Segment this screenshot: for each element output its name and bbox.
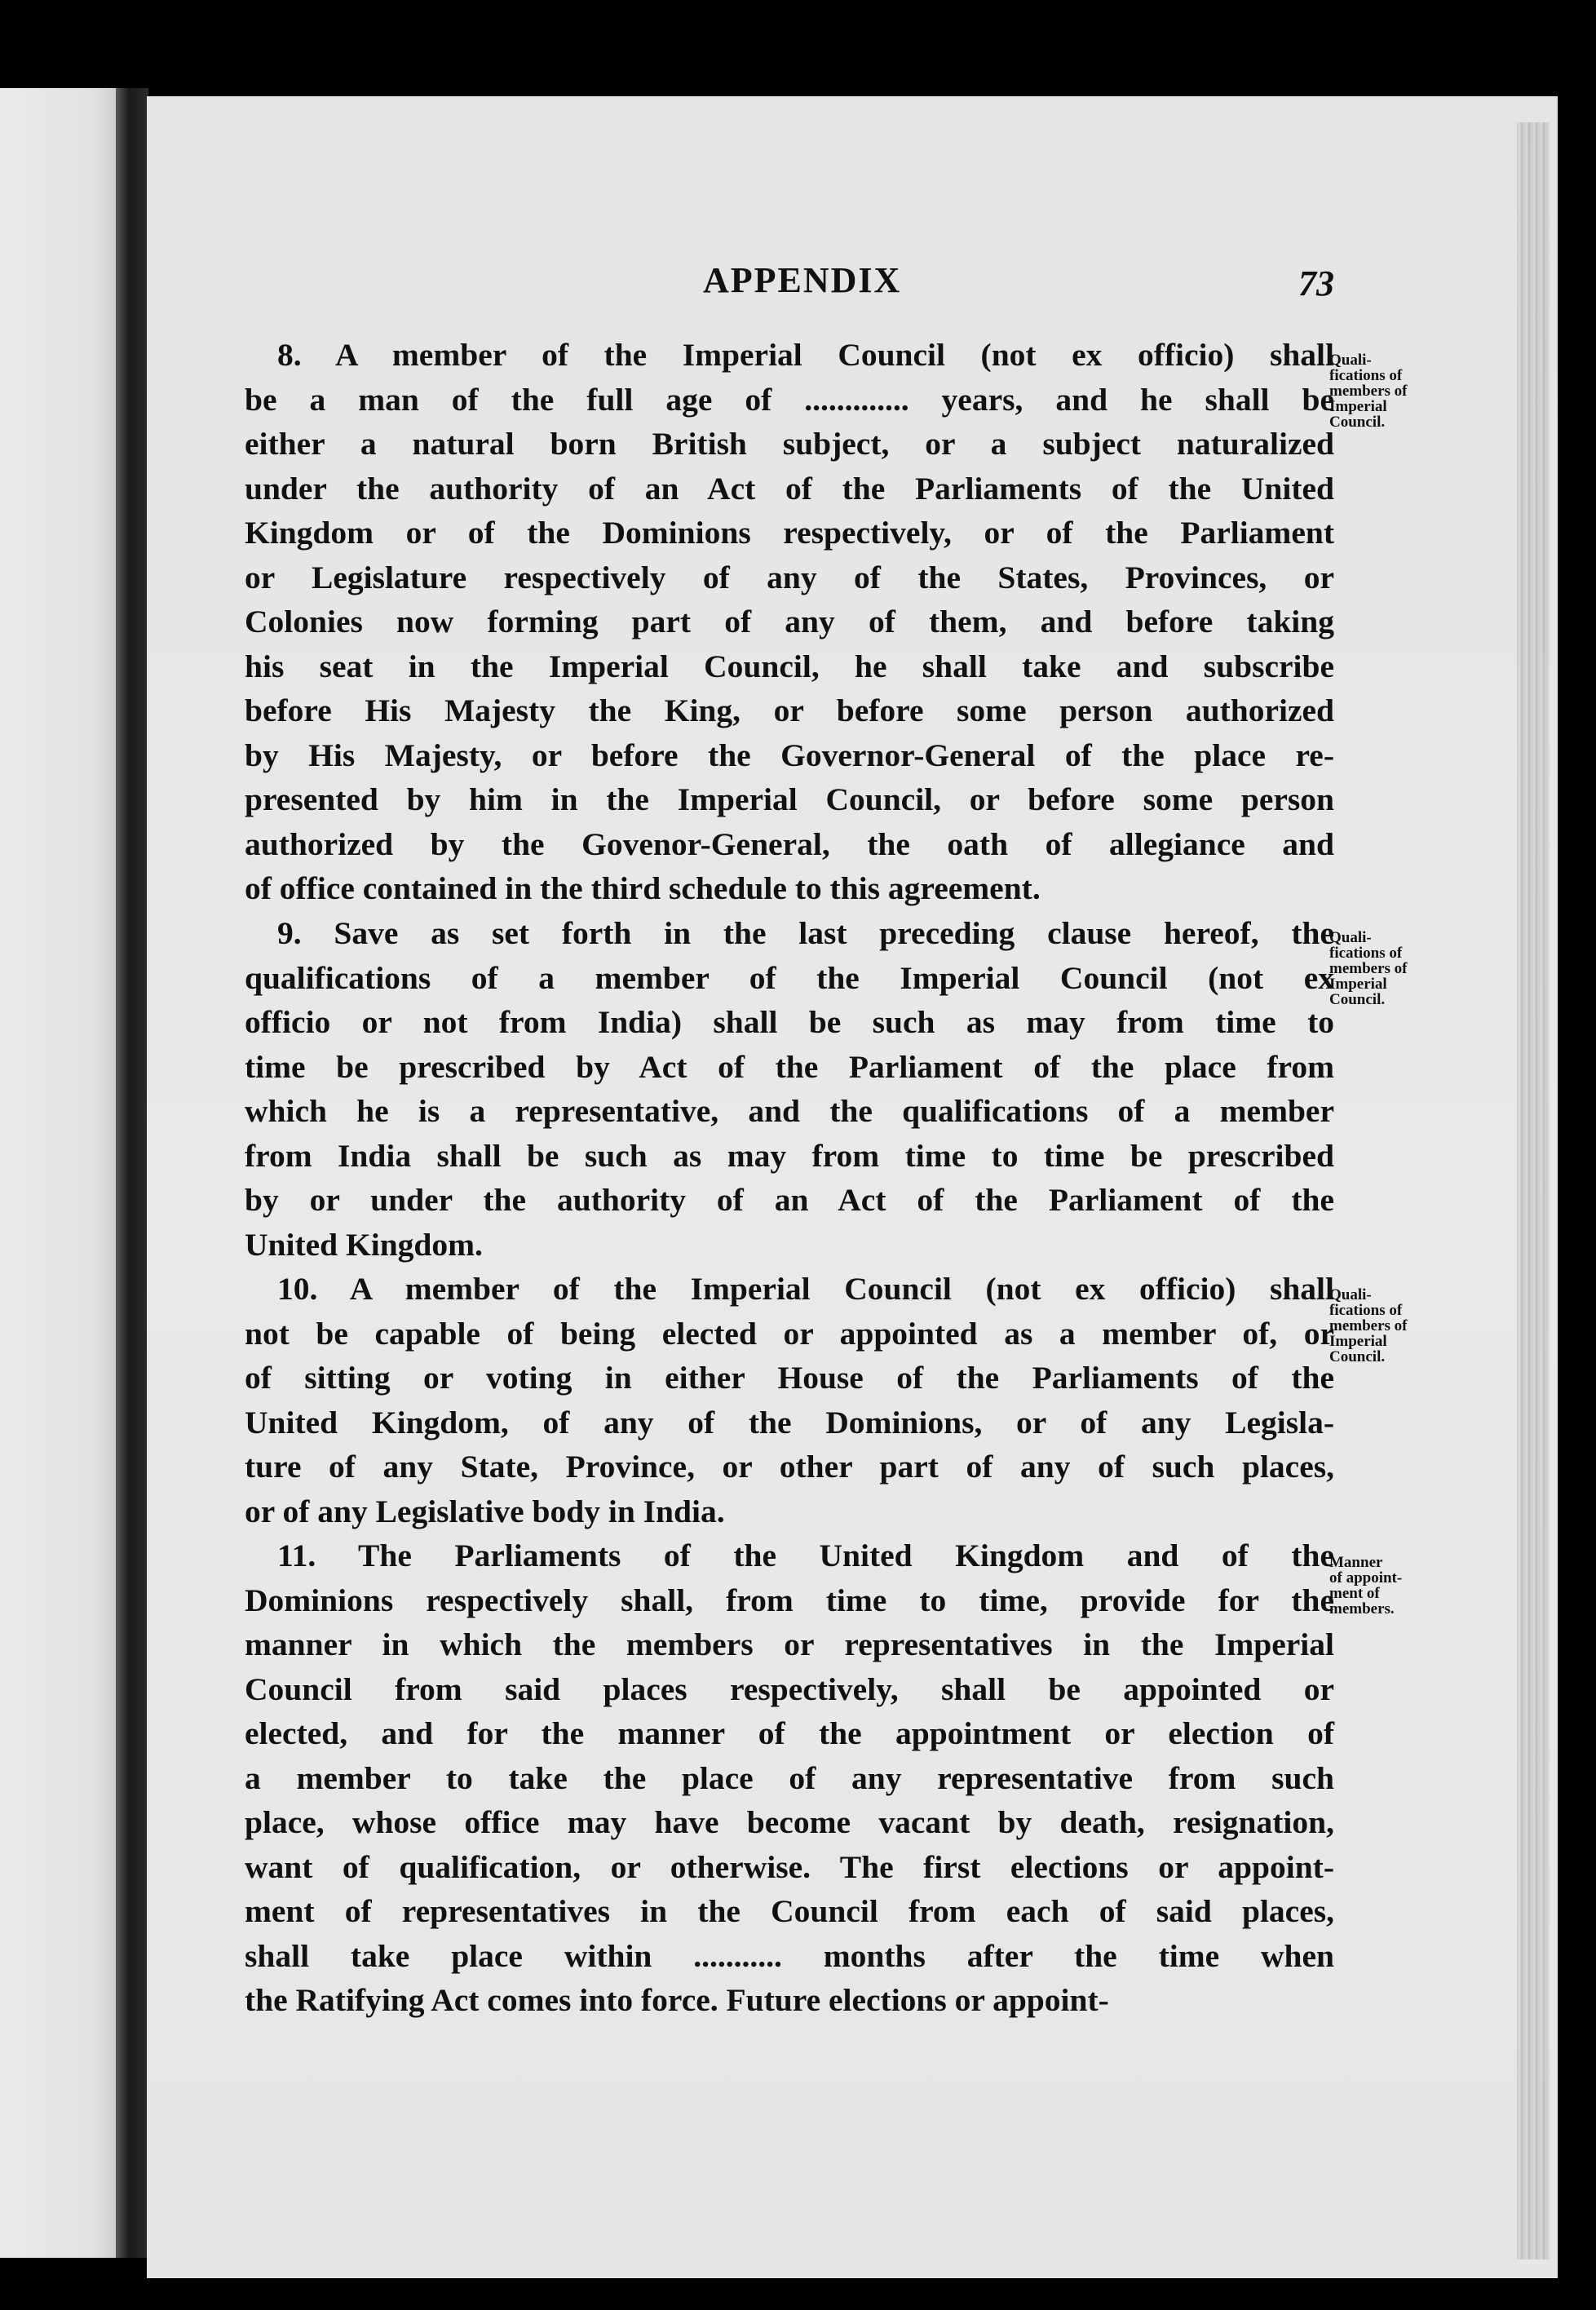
text-line: Dominions respectively shall, from time to time, provide for the — [245, 1582, 1334, 1618]
text-line: time be prescribed by Act of the Parliament of the place from — [245, 1048, 1334, 1085]
text-line: shall take place within ........... months after the time when — [245, 1937, 1334, 1974]
text-line: 10. A member of the Imperial Council (not ex officio) shall — [277, 1271, 1334, 1307]
text-line: by His Majesty, or before the Governor-General of the place re- — [245, 737, 1334, 773]
text-line: be a man of the full age of ............. years, and he shall be — [245, 381, 1334, 418]
text-line: or Legislature respectively of any of the States, Provinces, or — [245, 559, 1334, 595]
book-gutter — [116, 88, 148, 2258]
margin-note-clause-9: Quali- fications of members of Imperial Council. — [1329, 929, 1408, 1008]
text-line: Colonies now forming part of any of them, and before taking — [245, 604, 1334, 639]
text-line: before His Majesty the King, or before some person authorized — [245, 693, 1334, 728]
text-line: ture of any State, Province, or other part of any of such places, — [245, 1449, 1334, 1485]
text-line: Kingdom or of the Dominions respectively, or of the Parliament — [245, 515, 1334, 551]
clause-9 — [245, 911, 1334, 1267]
text-line: qualifications of a member of the Imperial Council (not ex — [245, 959, 1334, 996]
margin-note-clause-8: Quali- fications of members of Imperial Council. — [1329, 352, 1408, 431]
clause-11 — [245, 1533, 1334, 2023]
text-line: the Ratifying Act comes into force. Future elections or appoint- — [245, 1982, 1109, 2018]
text-line: 9. Save as set forth in the last preceding clause hereof, the — [277, 915, 1334, 951]
page-number: 73 — [1298, 263, 1334, 303]
text-line: authorized by the Govenor-General, the oath of allegiance and — [245, 825, 1334, 862]
text-line: or of any Legislative body in India. — [245, 1493, 725, 1529]
clause-10 — [245, 1267, 1334, 1533]
text-line: want of qualification, or otherwise. The first elections or appoint- — [245, 1848, 1334, 1885]
text-line: from India shall be such as may from time to time be prescribed — [245, 1137, 1334, 1174]
text-line: officio or not from India) shall be such as may from time to — [245, 1004, 1334, 1040]
margin-note-clause-11: Manner of appoint- ment of members. — [1329, 1554, 1403, 1617]
text-line: by or under the authority of an Act of the Parliament of the — [245, 1182, 1334, 1218]
text-line: a member to take the place of any representative from such — [245, 1759, 1334, 1796]
page-edge-texture — [1517, 122, 1550, 2259]
running-header: APPENDIX — [703, 260, 902, 300]
text-line: elected, and for the manner of the appointment or election of — [245, 1715, 1334, 1751]
text-line: United Kingdom, of any of the Dominions, or of any Legisla- — [245, 1404, 1334, 1440]
text-line: ment of representatives in the Council from each of said places, — [245, 1893, 1334, 1929]
margin-note-clause-10: Quali- fications of members of Imperial Council. — [1329, 1286, 1408, 1365]
text-line: place, whose office may have become vacant by death, resignation, — [245, 1804, 1334, 1840]
text-line: 11. The Parliaments of the United Kingdom and of the — [277, 1538, 1334, 1573]
text-line: either a natural born British subject, or a subject naturalized — [245, 426, 1334, 462]
text-line: 8. A member of the Imperial Council (not ex officio) shall — [277, 337, 1334, 373]
text-line: presented by him in the Imperial Council, or before some person — [245, 781, 1334, 817]
text-line: under the authority of an Act of the Parliaments of the United — [245, 470, 1334, 507]
text-line: which he is a representative, and the qualifications of a member — [245, 1093, 1334, 1129]
text-line: his seat in the Imperial Council, he shall take and subscribe — [245, 648, 1334, 684]
clause-8 — [245, 333, 1334, 911]
left-page-edge — [0, 88, 116, 2258]
text-line: United Kingdom. — [245, 1226, 483, 1263]
text-line: of office contained in the third schedule to this agreement. — [245, 870, 1041, 906]
text-line: not be capable of being elected or appointed as a member of, or — [245, 1315, 1334, 1352]
text-line: manner in which the members or representatives in the Imperial — [245, 1626, 1334, 1662]
text-line: of sitting or voting in either House of the Parliaments of the — [245, 1360, 1334, 1396]
text-line: Council from said places respectively, shall be appointed or — [245, 1671, 1334, 1707]
